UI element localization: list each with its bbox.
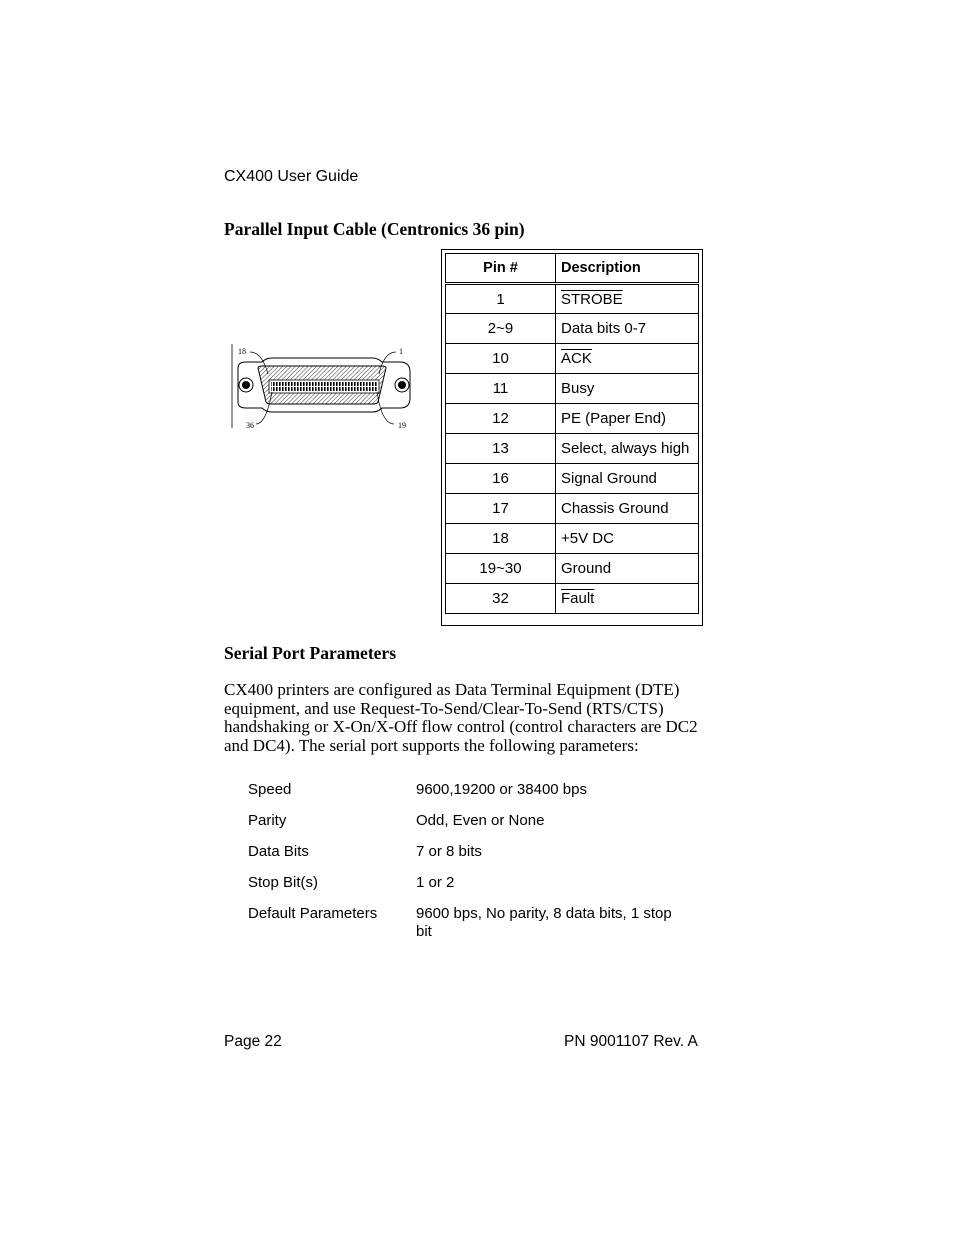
pin-number-cell: 16: [446, 464, 556, 494]
table-row: [446, 584, 699, 614]
parameter-value: Odd, Even or None: [416, 812, 545, 829]
pin-number-cell: 13: [446, 434, 556, 464]
pin-column-header: Pin #: [446, 254, 556, 284]
pin-description-text: +5V DC: [561, 530, 614, 547]
pin-description-cell: [556, 494, 699, 524]
table-row: [446, 314, 699, 344]
part-number: PN 9001107 Rev. A: [564, 1033, 698, 1050]
pin-description-cell: [556, 374, 699, 404]
parameter-name: Speed: [248, 781, 292, 798]
parameter-value: 1 or 2: [416, 874, 455, 891]
connector-label-1: 1: [399, 347, 403, 356]
table-row: [446, 404, 699, 434]
parameter-value: 9600,19200 or 38400 bps: [416, 781, 587, 798]
table-row: [446, 554, 699, 584]
pin-description-cell: [556, 464, 699, 494]
parameter-name: Default Parameters: [248, 905, 378, 922]
pin-table-frame: [441, 249, 703, 626]
pin-description-text: Busy: [561, 380, 595, 397]
table-row: [446, 434, 699, 464]
parameter-value: 7 or 8 bits: [416, 843, 482, 860]
description-column-header: Description: [556, 254, 699, 284]
pin-description-text: Signal Ground: [561, 470, 657, 487]
running-header: CX400 User Guide: [224, 168, 359, 185]
table-row: [446, 464, 699, 494]
connector-label-36: 36: [246, 421, 254, 430]
serial-port-heading: Serial Port Parameters: [224, 643, 397, 663]
pin-description-text: Ground: [561, 560, 612, 577]
pin-description-text: Select, always high: [561, 440, 690, 457]
page-number: Page 22: [224, 1033, 282, 1050]
parameter-name: Data Bits: [248, 843, 309, 860]
pin-number-cell: 1: [446, 284, 556, 314]
serial-port-description: CX400 printers are configured as Data Terminal Equipment (DTE) equipment, and use Request-To-Send/Clear-To-Send (RTS/CTS) handshaking or X-On/X-Off flow control (control characters are DC2 and DC4). The serial port supports the following parameters:: [224, 680, 698, 756]
connector-label-19: 19: [398, 421, 406, 430]
table-row: [446, 344, 699, 374]
pin-description-text: Chassis Ground: [561, 500, 669, 517]
pin-number-cell: 11: [446, 374, 556, 404]
table-row: [446, 374, 699, 404]
pin-description-cell: [556, 524, 699, 554]
pin-number-cell: 10: [446, 344, 556, 374]
pin-description-cell: [556, 284, 699, 314]
table-row: [446, 494, 699, 524]
pin-description-cell: [556, 404, 699, 434]
pin-number-cell: 2~9: [446, 314, 556, 344]
pin-description-text: STROBE: [561, 290, 623, 308]
pin-number-cell: 32: [446, 584, 556, 614]
pin-description-cell: [556, 584, 699, 614]
pin-number-cell: 19~30: [446, 554, 556, 584]
pin-description-cell: [556, 314, 699, 344]
connector-label-18: 18: [238, 347, 246, 356]
pin-assignment-table: [445, 253, 699, 614]
pin-description-cell: [556, 554, 699, 584]
pin-description-text: $\overline{ACK}$: [561, 350, 592, 367]
pin-description-text: Fault: [561, 590, 595, 607]
centronics-connector-diagram: [228, 340, 418, 432]
pin-description-text: Data bits 0-7: [561, 320, 647, 337]
table-header-row: [446, 254, 699, 284]
parallel-cable-heading: Parallel Input Cable (Centronics 36 pin): [224, 219, 525, 239]
pin-description-cell: [556, 434, 699, 464]
parameter-value: 9600 bps, No parity, 8 data bits, 1 stop bit: [416, 905, 672, 940]
pin-number-cell: 17: [446, 494, 556, 524]
parameter-name: Parity: [248, 812, 287, 829]
pin-number-cell: 18: [446, 524, 556, 554]
table-row: [446, 284, 699, 314]
pin-description-cell: [556, 344, 699, 374]
pin-description-text: PE (Paper End): [561, 410, 667, 427]
parameter-name: Stop Bit(s): [248, 874, 319, 891]
pin-number-cell: 12: [446, 404, 556, 434]
table-row: [446, 524, 699, 554]
